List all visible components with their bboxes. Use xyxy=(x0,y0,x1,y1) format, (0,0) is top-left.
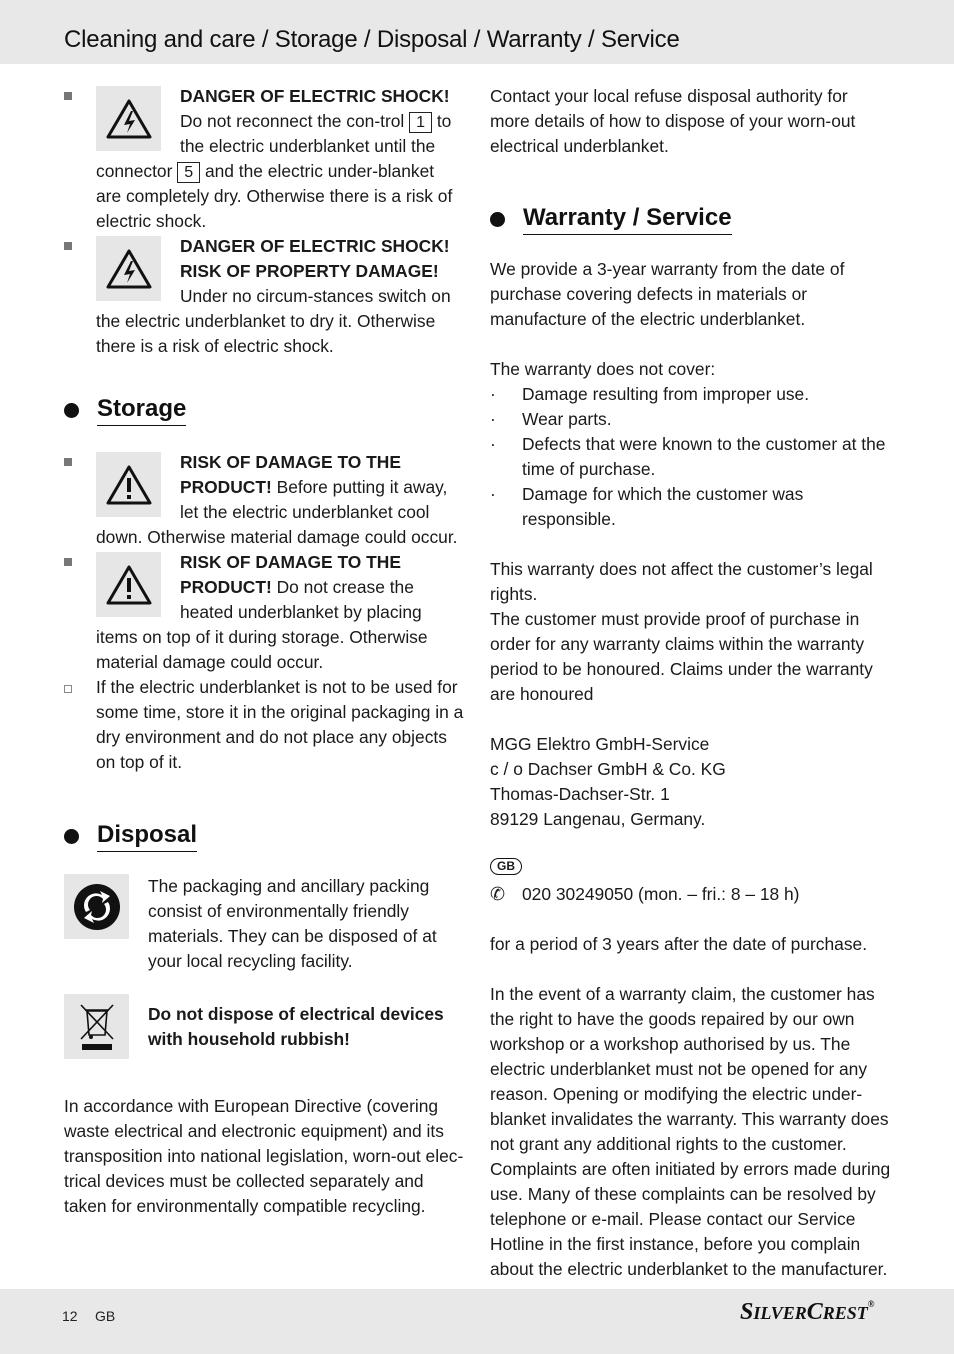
phone-icon: ✆ xyxy=(490,884,506,904)
shock-warning-2 xyxy=(64,234,464,359)
warning-text: Do not crease the heated underblanket by placing items on top of it during storage. Otherwise material damage could occur. xyxy=(96,577,428,672)
language-code: GB xyxy=(95,1308,116,1324)
silvercrest-logo: SILVERCREST® xyxy=(740,1299,875,1325)
crossed-out-wheelie-bin-icon xyxy=(64,994,129,1059)
warranty-period-text: for a period of 3 years after the date of purchase. xyxy=(490,934,868,954)
country-badge: GB xyxy=(490,858,522,875)
electric-shock-triangle-icon xyxy=(96,86,161,151)
shock-warning-1 xyxy=(64,84,464,234)
address-line: c / o Dachser GmbH & Co. KG xyxy=(490,759,726,779)
hotline-row xyxy=(490,882,892,907)
address-line: 89129 Langenau, Germany. xyxy=(490,809,706,829)
storage-heading xyxy=(64,395,464,426)
exclamation-triangle-icon xyxy=(96,552,161,617)
list-item: · Wear parts. xyxy=(490,409,612,429)
storage-warning-1 xyxy=(64,450,464,550)
not-cover-list xyxy=(490,382,892,532)
part-ref-connector: 5 xyxy=(177,162,200,183)
right-column xyxy=(490,84,892,1282)
disposal-heading xyxy=(64,821,464,852)
service-address xyxy=(490,732,892,832)
contact-authority-text: Contact your local refuse disposal authority for more details of how to dispose of your worn-out electrical underblanket. xyxy=(490,86,856,156)
warning-text: to the electric underblanket until the connector xyxy=(96,111,452,181)
weee-warning-text: Do not dispose of electrical devices with household rubbish! xyxy=(148,1004,444,1049)
not-cover-heading: The warranty does not cover: xyxy=(490,359,716,379)
warranty-claim-text: In the event of a warranty claim, the customer has the right to have the goods repaired by our own workshop or a workshop authorised by us. The electric underblanket must not be opened for any reason. Opening or modifying the electric under-blanket invalidates the warranty. This warranty does not grant any additional rights to the customer. Complaints are often initiated by errors made during use. Many of these complaints can be resolved by telephone or e-mail. Please contact our Service Hotline in the first instance, before you complain about the electric underblanket to the manufacturer. xyxy=(490,984,891,1279)
storage-warning-2 xyxy=(64,550,464,675)
square-bullet xyxy=(64,558,72,566)
hotline-number: 020 30249050 (mon. – fri.: 8 – 18 h) xyxy=(522,884,800,904)
square-bullet xyxy=(64,92,72,100)
warning-text: and the electric under-blanket are completely dry. Otherwise there is a risk of electric shock. xyxy=(96,161,453,231)
packaging-disposal xyxy=(64,874,464,974)
storage-instruction xyxy=(64,675,464,775)
part-ref-control: 1 xyxy=(409,112,432,133)
warning-heading: DANGER OF ELECTRIC SHOCK! xyxy=(180,86,450,106)
list-item: · Defects that were known to the customer at the time of purchase. xyxy=(490,434,886,479)
storage-title: Storage xyxy=(97,395,186,426)
address-line: MGG Elektro GmbH-Service xyxy=(490,734,710,754)
page-footer xyxy=(0,1289,954,1354)
electric-shock-triangle-icon xyxy=(96,236,161,301)
green-dot-recycling-icon xyxy=(64,874,129,939)
legal-rights-text: This warranty does not affect the customer’s legal rights. xyxy=(490,559,873,604)
country-row xyxy=(490,857,892,882)
warning-heading: RISK OF DAMAGE TO THE PRODUCT! xyxy=(180,452,401,497)
warning-heading: RISK OF DAMAGE TO THE PRODUCT! xyxy=(180,552,401,597)
warning-text: Under no circum-stances switch on the electric underblanket to dry it. Otherwise there is a risk of electric shock. xyxy=(96,286,451,356)
warranty-intro: We provide a 3-year warranty from the date of purchase covering defects in materials or manufacture of the electric underblanket. xyxy=(490,259,845,329)
warranty-heading xyxy=(490,204,892,235)
warning-heading: DANGER OF ELECTRIC SHOCK! RISK OF PROPERTY DAMAGE! xyxy=(180,236,450,281)
square-bullet xyxy=(64,242,72,250)
list-item: · Damage for which the customer was responsible. xyxy=(490,484,804,529)
heading-dot xyxy=(64,403,79,418)
weee-notice xyxy=(64,994,464,1060)
warning-text: Before putting it away, let the electric underblanket cool down. Otherwise material damage could occur. xyxy=(96,477,458,547)
left-column xyxy=(64,84,464,1219)
page-title: Cleaning and care / Storage / Disposal / Warranty / Service xyxy=(64,26,680,53)
page-number: 12 xyxy=(62,1308,78,1324)
exclamation-triangle-icon xyxy=(96,452,161,517)
storage-instruction-text: If the electric underblanket is not to be used for some time, store it in the original packaging in a dry environment and do not place any objects on top of it. xyxy=(96,677,464,772)
square-bullet xyxy=(64,458,72,466)
disposal-title: Disposal xyxy=(97,821,197,852)
page-header xyxy=(0,0,954,64)
warranty-title: Warranty / Service xyxy=(523,204,732,235)
heading-dot xyxy=(490,212,505,227)
directive-text: In accordance with European Directive (covering waste electrical and electronic equipment) and its transposition into national legislation, worn-out elec-trical devices must be collected separately and taken for environmentally compatible recycling. xyxy=(64,1096,464,1216)
warning-text: Do not reconnect the con-trol xyxy=(180,111,410,131)
heading-dot xyxy=(64,829,79,844)
hollow-square-bullet xyxy=(64,685,72,693)
proof-text: The customer must provide proof of purchase in order for any warranty claims within the warranty period to be honoured. Claims under the warranty are honoured xyxy=(490,609,873,704)
address-line: Thomas-Dachser-Str. 1 xyxy=(490,784,670,804)
packaging-text: The packaging and ancillary packing consist of environmentally friendly materials. They can be disposed of at your local recycling facility. xyxy=(148,876,437,971)
list-item: · Damage resulting from improper use. xyxy=(490,384,810,404)
